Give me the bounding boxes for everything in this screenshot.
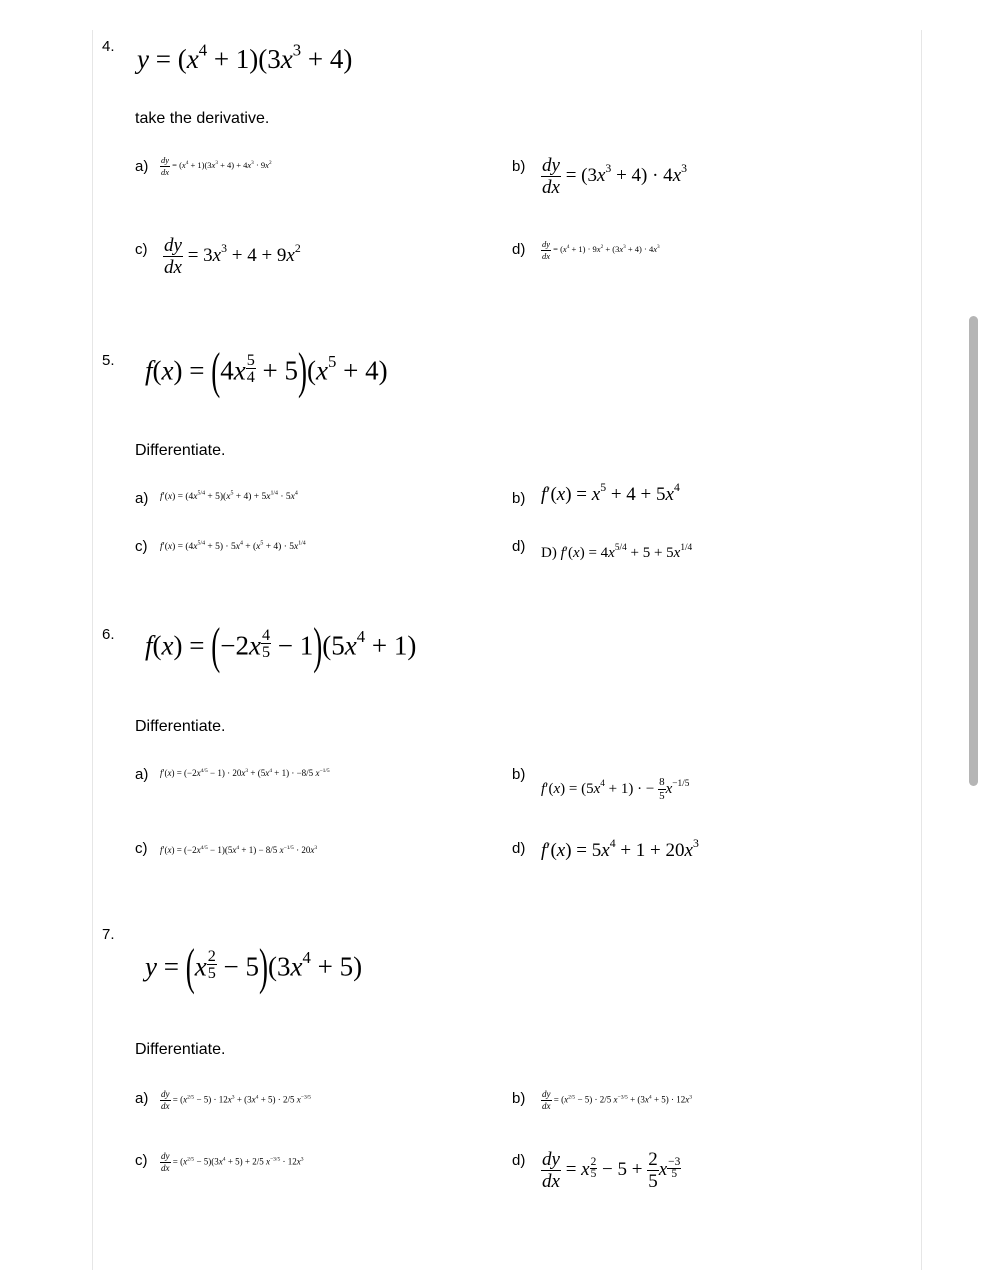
option-letter[interactable]: a) bbox=[135, 1090, 149, 1107]
option-letter[interactable]: a) bbox=[135, 490, 149, 507]
option-letter[interactable]: c) bbox=[135, 1152, 148, 1169]
option-c-formula[interactable]: $\frac{dy}{dx}$ = $(x^{2/5} - 5)(3x^4 + 5) + 2/5$ $x^{-3/5} \cdot 12x^3$ bbox=[161, 1151, 304, 1173]
question-number: 4. bbox=[102, 38, 115, 55]
question-prompt: Differentiate. bbox=[135, 1041, 226, 1058]
option-letter[interactable]: b) bbox=[512, 490, 526, 507]
question-function: f(x) = (−2x $\frac{4}{5}$ − $1)(5x^4 + 1)$ bbox=[145, 616, 417, 674]
option-letter[interactable]: d) bbox=[512, 840, 526, 857]
vertical-scrollbar[interactable] bbox=[969, 316, 978, 786]
question-function: $y = (x^4 + 1)(3x^3 + 4)$ bbox=[137, 40, 353, 74]
question-number: 7. bbox=[102, 926, 115, 943]
option-a-formula[interactable]: $\frac{dy}{dx}$ = $(x^{2/5} - 5) \cdot 12x^3 + (3x^4 + 5) \cdot 2/5$ $x^{-3/5}$ bbox=[161, 1089, 312, 1111]
option-c-formula[interactable]: $\frac{dy}{dx}$ = $3x^3 + 4 + 9x^2$ bbox=[164, 235, 301, 278]
option-a-formula[interactable]: $\frac{dy}{dx}$ = $(x^4 + 1)(3x^3 + 4) + 4x^3 \cdot 9x^2$ bbox=[161, 155, 272, 177]
option-c-formula[interactable]: $f'(x) = (4x^{5/4} + 5) \cdot 5x^4 + (x^5 + 4) \cdot 5x^{1/4}$ bbox=[160, 540, 306, 552]
option-d-formula[interactable]: D) $f'(x) = 4x^{5/4} + 5 + 5x^{1/4}$ bbox=[541, 543, 693, 561]
option-letter[interactable]: d) bbox=[512, 241, 526, 258]
question-prompt: take the derivative. bbox=[135, 110, 270, 127]
option-letter[interactable]: b) bbox=[512, 158, 526, 175]
option-a-formula[interactable]: $f'(x) = (-2x^{4/5} - 1) \cdot 20x^3 + (5x^4 + 1) \cdot -8/5$ $x^{-1/5}$ bbox=[160, 767, 330, 778]
option-a-formula[interactable]: $f'(x) = (4x^{5/4} + 5)(x^5 + 4) + 5x^{1/4} \cdot 5x^4$ bbox=[160, 490, 298, 502]
option-letter[interactable]: c) bbox=[135, 241, 148, 258]
option-d-formula[interactable]: $f'(x) = 5x^4 + 1 + 20x^3$ bbox=[541, 837, 699, 861]
option-letter[interactable]: a) bbox=[135, 766, 149, 783]
option-letter[interactable]: b) bbox=[512, 1090, 526, 1107]
question-function: f(x) = (4x $\frac{5}{4}$ + $5)(x^5 + 4)$ bbox=[145, 341, 388, 399]
question-number: 6. bbox=[102, 626, 115, 643]
question-prompt: Differentiate. bbox=[135, 442, 226, 459]
option-b-formula[interactable]: $f'(x) = x^5 + 4 + 5x^4$ bbox=[541, 481, 680, 505]
option-b-formula[interactable]: $\frac{dy}{dx}$ = $(3x^3 + 4) \cdot 4x^3$ bbox=[542, 155, 688, 198]
option-letter[interactable]: c) bbox=[135, 840, 148, 857]
option-c-formula[interactable]: $f'(x) = (-2x^{4/5} - 1)(5x^4 + 1) - 8/5$ $x^{-1/5} \cdot 20x^3$ bbox=[160, 844, 318, 855]
question-function: y = (x $\frac{2}{5}$ − $5)(3x^4 + 5)$ bbox=[145, 937, 363, 995]
option-b-formula[interactable]: $f'(x) = (5x^4 + 1)$ · − $\frac{8}{5}$ $x^{-1/5}$ bbox=[541, 776, 690, 802]
question-number: 5. bbox=[102, 352, 115, 369]
option-d-formula[interactable]: $\frac{dy}{dx}$ = x $\frac{2}{5}$ − 5 + $\frac{2}{5}$ x $\frac{-3}{5}$ bbox=[542, 1149, 681, 1192]
option-letter[interactable]: b) bbox=[512, 766, 526, 783]
option-b-formula[interactable]: $\frac{dy}{dx}$ = $(x^{2/5} - 5) \cdot 2/5$ $x^{-3/5} + (3x^4 + 5) \cdot 12x^3$ bbox=[542, 1089, 693, 1111]
option-d-formula[interactable]: $\frac{dy}{dx}$ = $(x^4 + 1) \cdot 9x^2 + (3x^3 + 4) \cdot 4x^3$ bbox=[542, 239, 660, 261]
option-letter[interactable]: a) bbox=[135, 158, 149, 175]
option-letter[interactable]: d) bbox=[512, 538, 526, 555]
option-letter[interactable]: d) bbox=[512, 1152, 526, 1169]
option-letter[interactable]: c) bbox=[135, 538, 148, 555]
question-prompt: Differentiate. bbox=[135, 718, 226, 735]
